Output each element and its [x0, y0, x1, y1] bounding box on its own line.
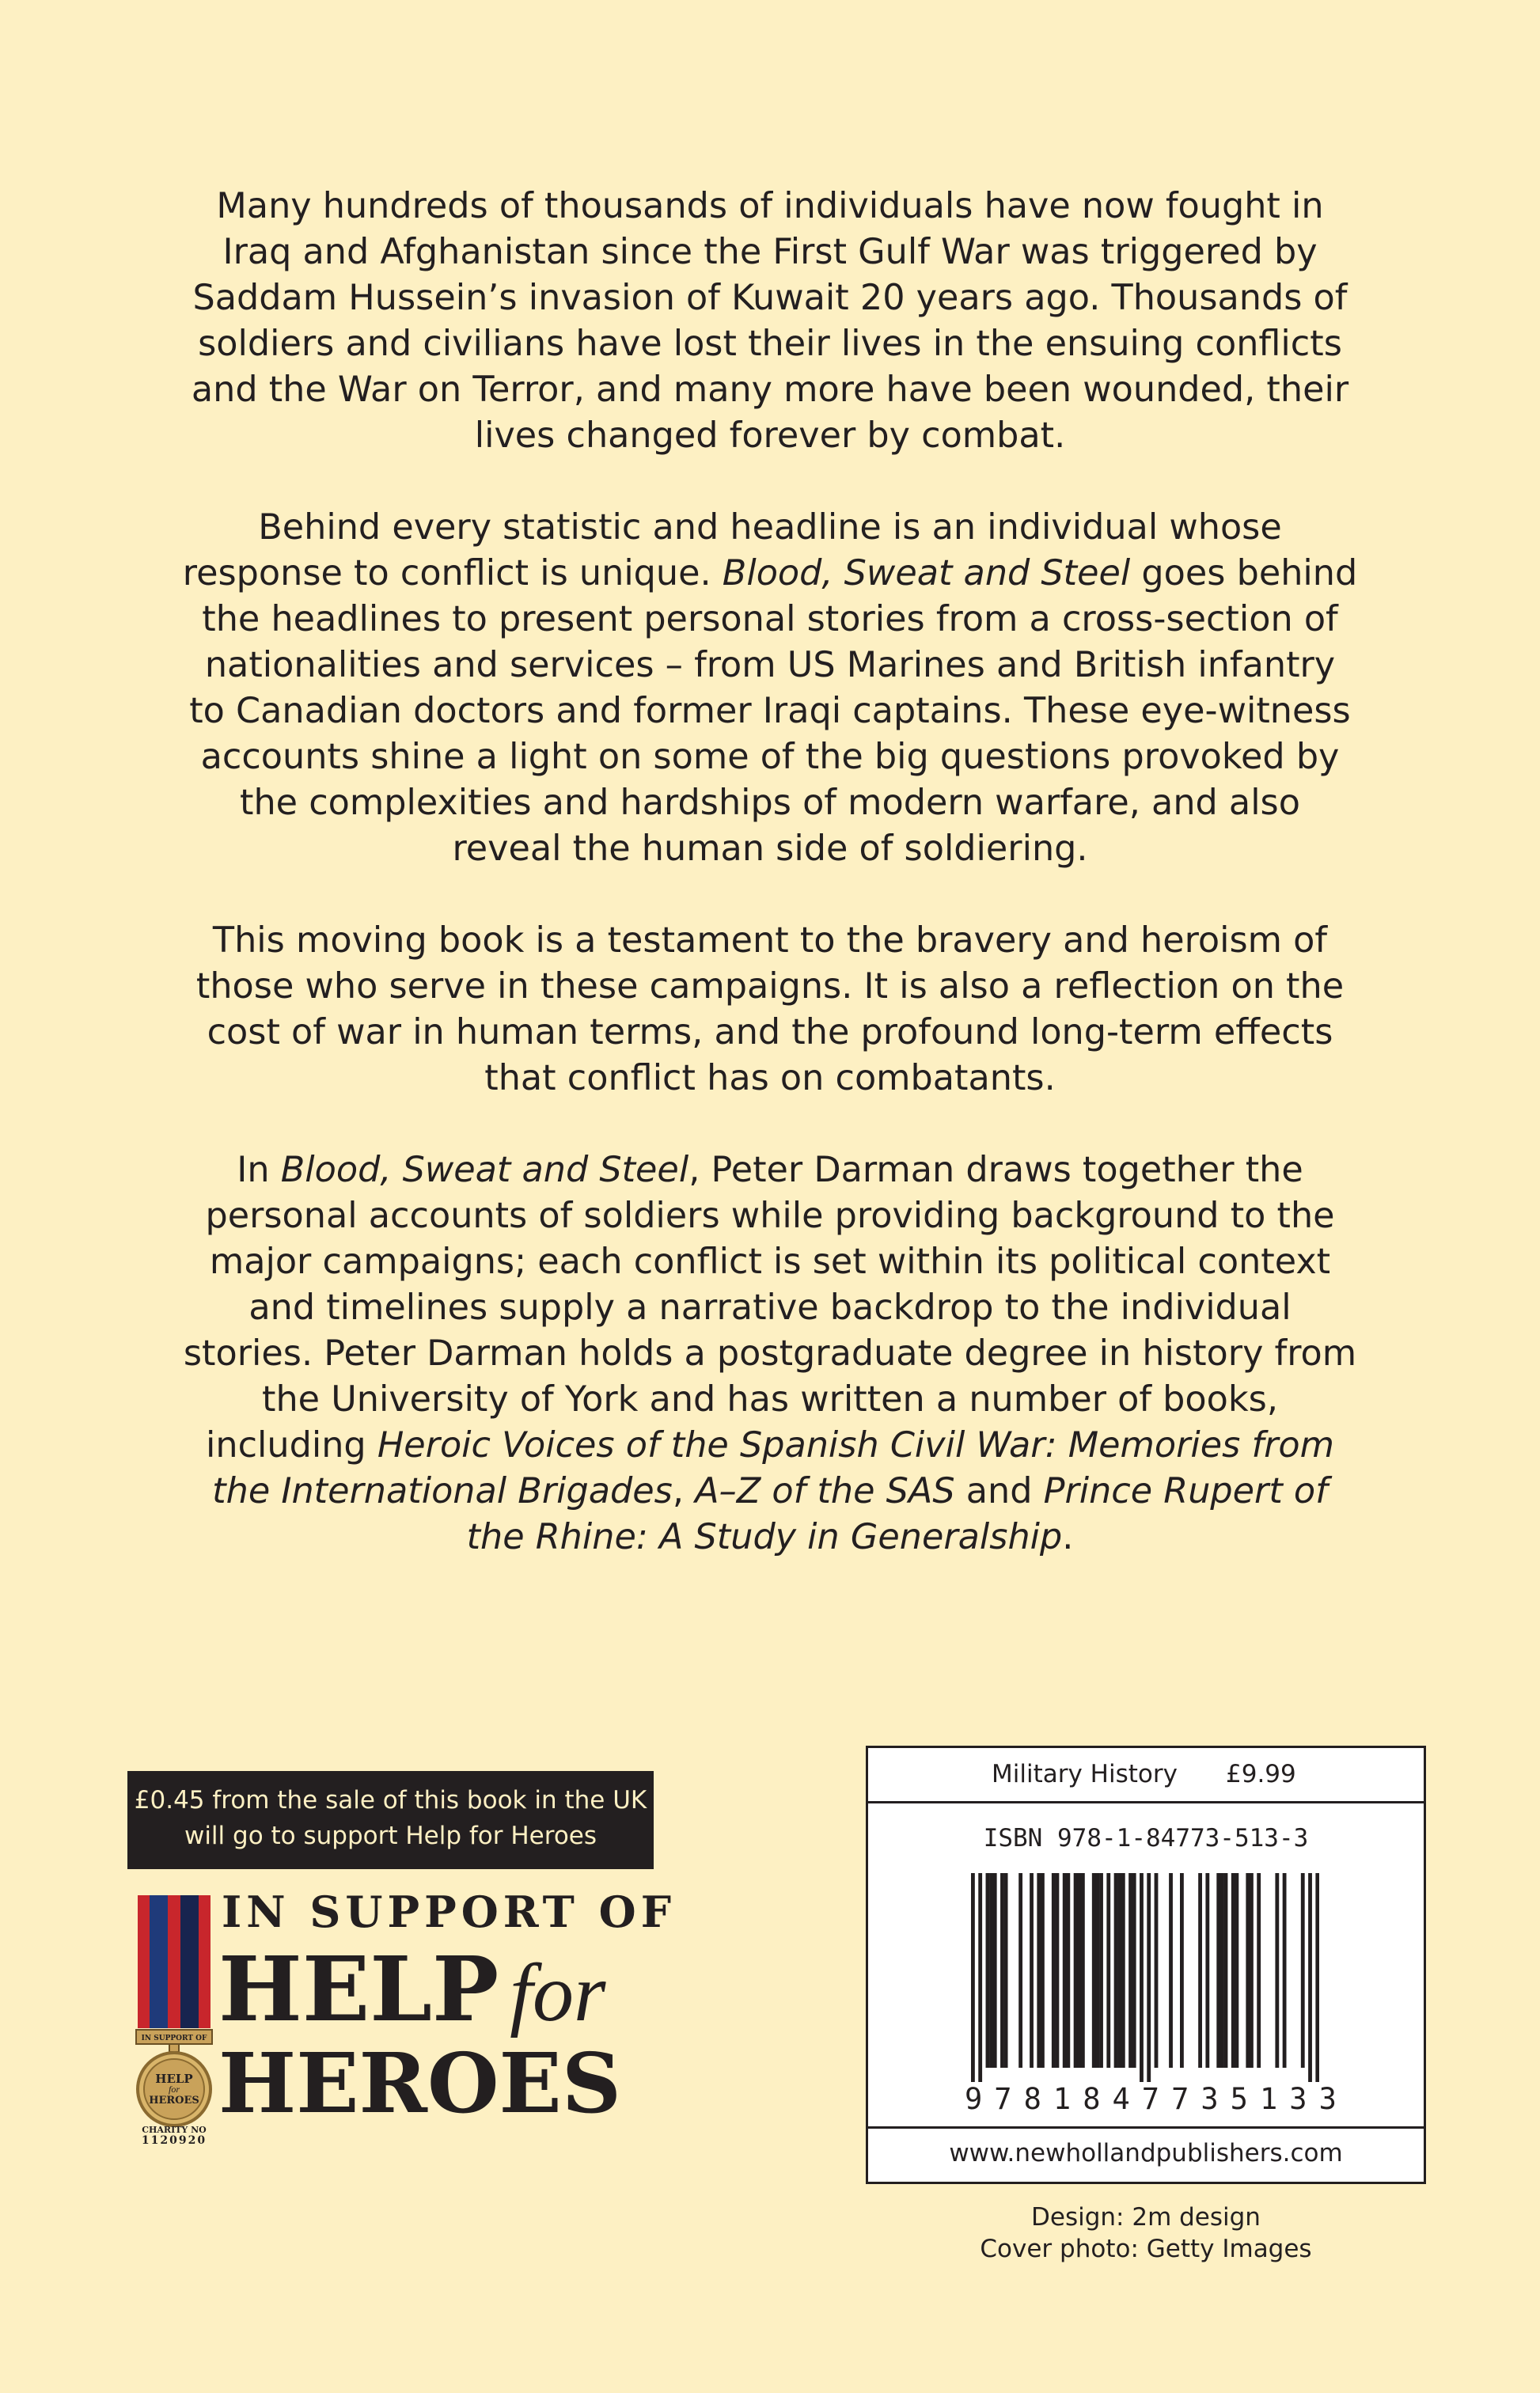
barcode-bar [1063, 1873, 1067, 2068]
charity-label: CHARITY NO [142, 2125, 207, 2135]
blurb-text: In [237, 1150, 281, 1190]
barcode-digits [965, 2084, 1337, 2115]
barcode-bar [1301, 1873, 1305, 2068]
blurb-paragraph-3: This moving book is a testament to the bravery and heroism of those who serve in these campaigns. It is also a reflection on the cost of war in human terms, and the profound long-term effects that conflict has on combatants. [195, 920, 1345, 1098]
barcode-bar [1106, 1873, 1110, 2068]
barcode-bar [1169, 1873, 1173, 2068]
barcode-bar [1121, 1873, 1125, 2068]
barcode-bar [1128, 1873, 1132, 2068]
heroes-wordmark: HEROES [218, 2035, 621, 2132]
donation-notice [127, 1771, 654, 1869]
barcode-bar [989, 1873, 993, 2068]
barcode-bar [1037, 1873, 1041, 2068]
barcode-bar [1114, 1873, 1118, 2068]
barcode-bar [1250, 1873, 1254, 2068]
barcode-digit: 7 [1171, 2082, 1189, 2116]
barcode-bar [1224, 1873, 1228, 2068]
book-title: Blood, Sweat and Steel [280, 1150, 689, 1190]
barcode-bar [971, 1873, 975, 2082]
barcode-bar [1092, 1873, 1096, 2068]
barcode-panel [866, 1746, 1426, 2184]
design-credit: Design: 2m design [1031, 2203, 1261, 2232]
barcode-bar [1018, 1873, 1022, 2068]
barcode-bar [1052, 1873, 1056, 2068]
barcode-bar [1283, 1873, 1287, 2068]
book-title: Blood, Sweat and Steel [722, 553, 1131, 594]
barcode-bar [1275, 1873, 1279, 2068]
barcode-bar [1030, 1873, 1034, 2068]
barcode-bar [978, 1873, 982, 2082]
barcode-digit: 1 [1259, 2082, 1278, 2116]
barcode-bar [1315, 1873, 1319, 2082]
barcode-bar [1132, 1873, 1136, 2068]
barcode-digit: 7 [1141, 2082, 1160, 2116]
help-word: HELP [218, 1938, 499, 2042]
other-book-title: Prince Rupert of the Rhine: A Study in Generalship [466, 1471, 1328, 1557]
barcode-bar [1180, 1873, 1184, 2068]
medal-help-text: HELP [155, 2072, 193, 2086]
barcode-digit: 8 [1083, 2082, 1101, 2116]
medal-support-text: IN SUPPORT OF [141, 2035, 207, 2042]
barcode-bar [1205, 1873, 1209, 2068]
barcode-digit: 8 [1023, 2082, 1041, 2116]
barcode-digit: 3 [1318, 2082, 1337, 2116]
barcode-bar [1246, 1873, 1250, 2068]
barcode-bar [1140, 1873, 1144, 2082]
medal-for-text: for [168, 2084, 180, 2095]
category-label: Military History [992, 1760, 1178, 1788]
barcode-digit: 3 [1289, 2082, 1307, 2116]
barcode-bar [1056, 1873, 1060, 2068]
donation-line-2: will go to support Help for Heroes [184, 1822, 597, 1850]
barcode-bar [1099, 1873, 1103, 2068]
back-cover-blurb [182, 184, 1358, 1561]
medal-heroes-text: HEROES [149, 2095, 199, 2107]
barcode-bar [1000, 1873, 1004, 2068]
charity-number: 1120920 [141, 2134, 207, 2147]
other-book-title: A–Z of the SAS [695, 1471, 955, 1511]
barcode-digit: 9 [965, 2082, 983, 2116]
barcode-bar [1117, 1873, 1121, 2068]
blurb-text: , Peter Darman draws together the personal accounts of soldiers while providing background to the major campaigns; each conflict is set within its political context and timelines supply a narrative backdrop to the individual stories. Peter Darman holds a postgraduate degree in history from the University of York and has written a number of books, including [183, 1150, 1357, 1466]
category-price-row [868, 1748, 1424, 1803]
in-support-of-heading: IN SUPPORT OF [222, 1887, 677, 1937]
donation-line-1: £0.45 from the sale of this book in the UK [134, 1786, 647, 1815]
other-book-title: Heroic Voices of the Spanish Civil War: Memories from the International Brigades [212, 1425, 1334, 1511]
blurb-text: goes behind the headlines to present personal stories from a cross-section of nationalities and services – from US Marines and British infantry to Canadian doctors and former Iraqi captains. These eye-witness accounts shine a light on some of the big questions provoked by the complexities and hardships of modern warfare, and also reveal the human side of soldiering. [189, 553, 1358, 869]
barcode-bar [1216, 1873, 1220, 2068]
barcode-bar [993, 1873, 997, 2068]
barcode-bar [1066, 1873, 1070, 2068]
barcode-bar [1155, 1873, 1159, 2068]
barcode-bar [1231, 1873, 1235, 2068]
price-label: £9.99 [1226, 1760, 1296, 1788]
barcode-bar [1235, 1873, 1238, 2068]
blurb-paragraph-2 [182, 505, 1358, 872]
blurb-text: , [672, 1471, 696, 1511]
barcode-bar [1004, 1873, 1008, 2068]
help-for-wordmark [218, 1939, 606, 2045]
barcode-bar [986, 1873, 990, 2068]
blurb-paragraph-1: Many hundreds of thousands of individuals have now fought in Iraq and Afghanistan since the First Gulf War was triggered by Saddam Hussein’s invasion of Kuwait 20 years ago. Thousands of soldiers and civilians have lost their lives in the ensuing conflicts and the War on Terror, and many more have been wounded, their lives changed forever by combat. [191, 186, 1349, 456]
medal-icon [133, 1895, 215, 2141]
barcode-bar [1257, 1873, 1261, 2068]
isbn-label: ISBN 978-1-84773-513-3 [983, 1824, 1309, 1853]
credits [866, 2201, 1426, 2265]
barcode-bar [1077, 1873, 1081, 2068]
photo-credit: Cover photo: Getty Images [980, 2235, 1312, 2263]
blurb-text: and [954, 1471, 1044, 1511]
barcode-bar [1095, 1873, 1099, 2068]
barcode-bar [1074, 1873, 1078, 2068]
barcode-digit: 1 [1053, 2082, 1072, 2116]
barcode-icon [971, 1873, 1319, 2082]
barcode-bar [1198, 1873, 1202, 2068]
barcode-bar [1308, 1873, 1312, 2082]
barcode-digit: 5 [1230, 2082, 1248, 2116]
blurb-text: Behind every statistic and headline is an individual whose response to conflict is unique. [182, 507, 1282, 594]
barcode-digit: 7 [994, 2082, 1012, 2116]
barcode-digit: 3 [1201, 2082, 1219, 2116]
publisher-website: www.newhollandpublishers.com [868, 2126, 1424, 2182]
barcode-bar [1147, 1873, 1151, 2082]
for-word: for [510, 1947, 606, 2038]
barcode-bar [1041, 1873, 1045, 2068]
barcode-digit: 4 [1112, 2082, 1130, 2116]
blurb-paragraph-4 [182, 1147, 1358, 1561]
barcode-bar [1220, 1873, 1224, 2068]
blurb-text: . [1062, 1517, 1074, 1557]
barcode-bar [1081, 1873, 1085, 2068]
